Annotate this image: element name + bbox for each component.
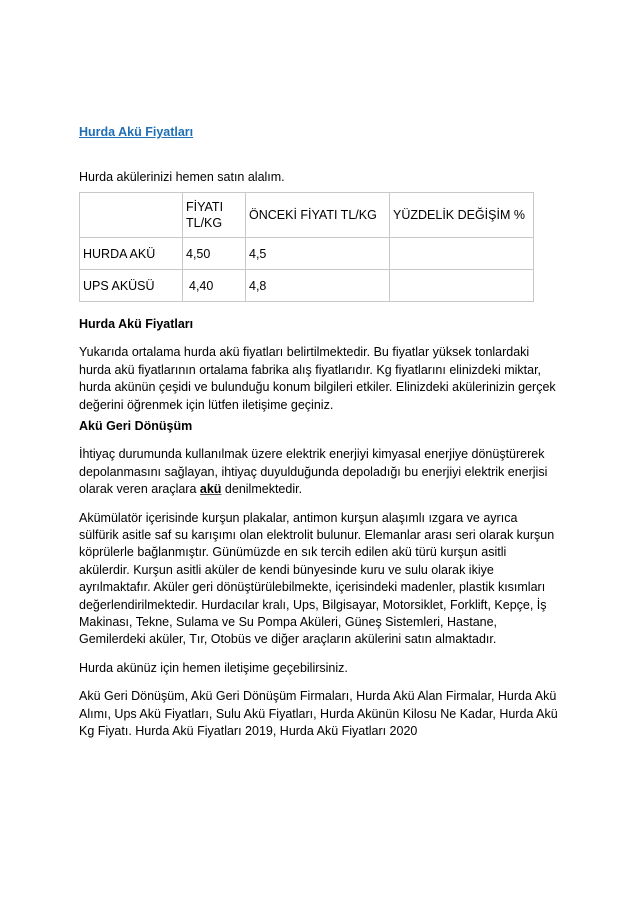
table-cell: UPS AKÜSÜ (80, 270, 183, 302)
table-cell: 4,5 (246, 238, 390, 270)
table-cell: 4,8 (246, 270, 390, 302)
table-cell: HURDA AKÜ (80, 238, 183, 270)
table-header-cell (80, 193, 183, 238)
paragraph (79, 446, 559, 498)
section-body: Yukarıda ortalama hurda akü fiyatları belirtilmektedir. Bu fiyatlar yüksek tonlardaki hurda akü fiyatlarının ortalama fabrika alış fiyatlarıdır. Kg fiyatlarını elinizdeki miktar, hurda akünün çeşidi ve bulunduğu konum bilgileri etkiler. Elinizdeki akülerinizin gerçek değerini öğrenmek için lütfen iletişime geçiniz. (79, 345, 556, 412)
table-cell: 4,40 (183, 270, 246, 302)
section-heading: Hurda Akü Fiyatları (79, 317, 194, 331)
table-row (80, 238, 534, 270)
table-cell (390, 238, 534, 270)
section-prices (79, 316, 559, 414)
section-recycling (79, 418, 559, 741)
price-table (79, 192, 534, 302)
paragraph: Hurda akünüz için hemen iletişime geçebilirsiniz. (79, 660, 348, 675)
paragraph: Akü Geri Dönüşüm, Akü Geri Dönüşüm Firmaları, Hurda Akü Alan Firmalar, Hurda Akü Alımı, Ups Akü Fiyatları, Sulu Akü Fiyatları, Hurda Akünün Kilosu Ne Kadar, Hurda Akü Kg Fiyatı. Hurda Akü Fiyatları 2019, Hurda Akü Fiyatları 2020 (79, 689, 558, 739)
table-header-cell: ÖNCEKİ FİYATI TL/KG (246, 193, 390, 238)
table-header-cell: YÜZDELİK DEĞİŞİM % (390, 193, 534, 238)
paragraph-text: İhtiyaç durumunda kullanılmak üzere elektrik enerjiyi kimyasal enerjiye dönüştürerek depolanmasını sağlayan, ihtiyaç duyulduğunda depoladığı bu enerjiyi elektrik enerjisi olarak veren araçlara (79, 447, 548, 497)
table-row (80, 270, 534, 302)
paragraph: Akümülatör içerisinde kurşun plakalar, antimon kurşun alaşımlı ızgara ve ayrıca sülfürik asitle saf su karışımı olan elektrolit bulunur. Elemanlar arası seri olarak kurşun köprülerle bağlanmıştır. Günümüzde en sık tercih edilen akü türü kurşun asitli akülerdir. Kurşun asitli aküler de kendi bünyesinde kuru ve sulu olarak ikiye ayrılmaktafır. Aküler geri dönüştürülebilmekte, içerisindeki madenler, plastik kısımları değerlendirilmektedir. Hurdacılar kralı, Ups, Bilgisayar, Motorsiklet, Forklift, Kepçe, İş Makinası, Tekne, Sulama ve Su Pompa Aküleri, Güneş Sistemleri, Hastane, Gemilerdeki aküler, Tır, Otobüs ve diğer araçların akülerini satın almaktadır. (79, 510, 555, 647)
title-link[interactable]: Hurda Akü Fiyatları (79, 125, 194, 139)
paragraph-text: denilmektedir. (221, 482, 303, 497)
section-heading: Akü Geri Dönüşüm (79, 419, 193, 433)
bold-term: akü (199, 482, 222, 497)
table-cell (390, 270, 534, 302)
intro-text: Hurda akülerinizi hemen satın alalım. (79, 170, 285, 184)
table-header-cell: FİYATI TL/KG (183, 193, 246, 238)
table-cell: 4,50 (183, 238, 246, 270)
table-header-row (80, 193, 534, 238)
